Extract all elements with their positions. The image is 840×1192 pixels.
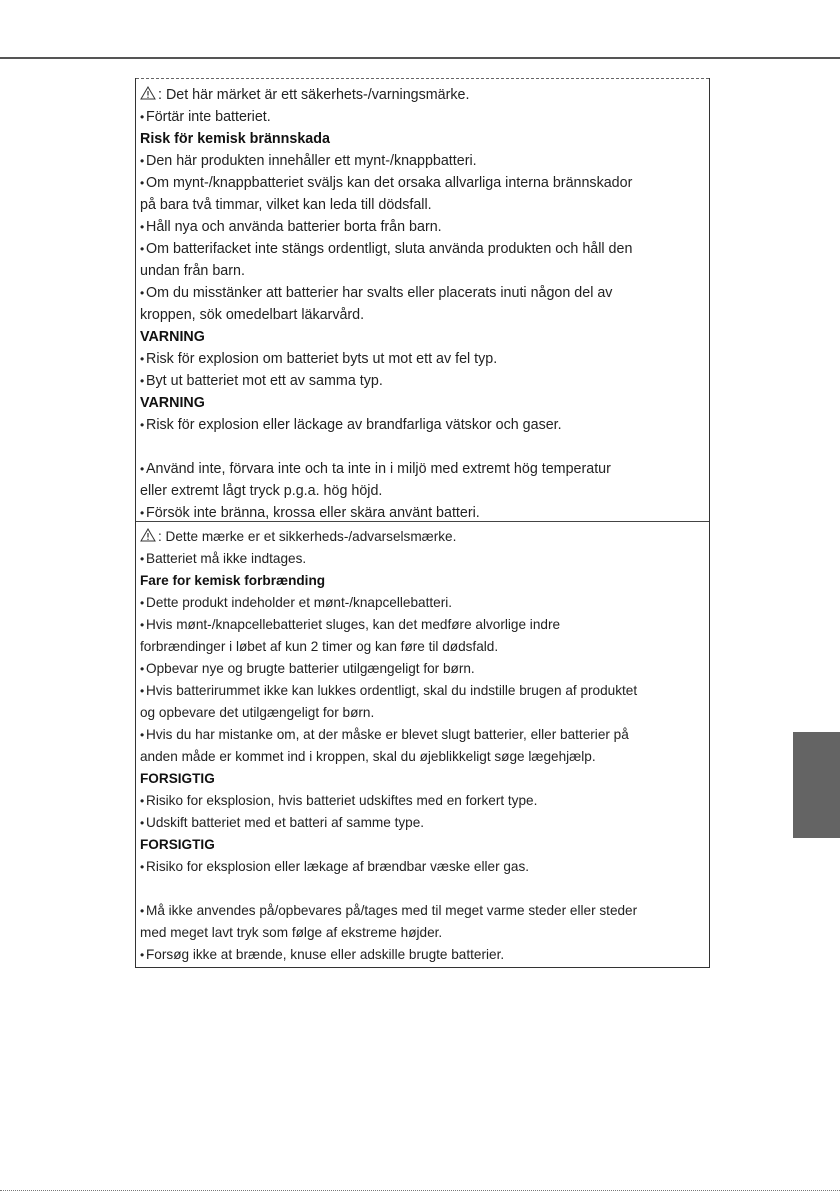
danish-chemical-burn-heading: Fare for kemisk forbrænding: [140, 573, 326, 588]
bullet-icon: •: [140, 110, 145, 124]
danish-compartment-line-1: • Hvis batterirummet ikke kan lukkes ordentligt, skal du indstille brugen af produktet: [140, 680, 706, 702]
spacer: [140, 436, 706, 458]
battery-warning-box: [135, 78, 710, 968]
danish-swallowed-line-2: forbrændinger i løbet af kun 2 timer og kan føre til dødsfald.: [140, 639, 499, 654]
swedish-explosion-leak: • Risk för explosion eller läckage av brandfarliga vätskor och gaser.: [140, 414, 706, 436]
danish-explosion-wrong-type: • Risiko for eksplosion, hvis batteriet udskiftes med en forkert type.: [140, 790, 706, 812]
bullet-icon: •: [140, 176, 145, 190]
bullet-icon: •: [140, 506, 145, 520]
bullet-icon: •: [140, 948, 145, 962]
swedish-replace-same: • Byt ut batteriet mot ett av samma typ.: [140, 370, 706, 392]
bullet-icon: •: [140, 462, 145, 476]
swedish-compartment-line-2: undan från barn.: [140, 263, 245, 279]
danish-warning-section: [140, 526, 706, 966]
swedish-swallowed-line-2: på bara två timmar, vilket kan leda till dödsfall.: [140, 197, 432, 213]
swedish-explosion-wrong-type: • Risk för explosion om batteriet byts ut mot ett av fel typ.: [140, 348, 706, 370]
bullet-icon: •: [140, 596, 145, 610]
danish-contains-battery: • Dette produkt indeholder et mønt-/knapcellebatteri.: [140, 592, 706, 614]
bullet-icon: •: [140, 662, 145, 676]
bullet-icon: •: [140, 374, 145, 388]
danish-caution-heading-1: FORSIGTIG: [140, 771, 215, 786]
danish-replace-same: • Udskift batteriet med et batteri af samme type.: [140, 812, 706, 834]
swedish-contains-battery: • Den här produkten innehåller ett mynt-/knappbatteri.: [140, 150, 706, 172]
danish-suspect-line-2: anden måde er kommet ind i kroppen, skal du øjeblikkeligt søge lægehjælp.: [140, 749, 596, 764]
swedish-symbol-note: : Det här märket är ett säkerhets-/varningsmärke.: [140, 84, 706, 106]
bullet-icon: •: [140, 352, 145, 366]
swedish-warning-heading-1: VARNING: [140, 329, 205, 345]
box-top-dashed-edge: [136, 78, 709, 79]
swedish-keep-away: • Håll nya och använda batterier borta från barn.: [140, 216, 706, 238]
danish-explosion-leak: • Risiko for eksplosion eller lækage af brændbar væske eller gas.: [140, 856, 706, 878]
swedish-extreme-line-2: eller extremt lågt tryck p.g.a. hög höjd.: [140, 483, 383, 499]
danish-extreme-line-2: med meget lavt tryk som følge af ekstreme højder.: [140, 925, 443, 940]
danish-do-not-swallow: • Batteriet må ikke indtages.: [140, 548, 706, 570]
swedish-do-not-swallow: • Förtär inte batteriet.: [140, 106, 706, 128]
danish-extreme-line-1: • Må ikke anvendes på/opbevares på/tages med til meget varme steder eller steder: [140, 900, 706, 922]
header-rule: [0, 57, 840, 59]
swedish-suspect-line-1: • Om du misstänker att batterier har svalts eller placerats inuti någon del av: [140, 282, 706, 304]
swedish-extreme-line-1: • Använd inte, förvara inte och ta inte in i miljö med extremt hög temperatur: [140, 458, 706, 480]
bullet-icon: •: [140, 552, 145, 566]
swedish-compartment-line-1: • Om batterifacket inte stängs ordentligt, sluta använda produkten och håll den: [140, 238, 706, 260]
bullet-icon: •: [140, 418, 145, 432]
danish-keep-away: • Opbevar nye og brugte batterier utilgængeligt for børn.: [140, 658, 706, 680]
danish-caution-heading-2: FORSIGTIG: [140, 837, 215, 852]
danish-no-burn: • Forsøg ikke at brænde, knuse eller adskille brugte batterier.: [140, 944, 706, 966]
bullet-icon: •: [140, 684, 145, 698]
bullet-icon: •: [140, 904, 145, 918]
bullet-icon: •: [140, 618, 145, 632]
spacer: [140, 878, 706, 900]
bullet-icon: •: [140, 154, 145, 168]
bullet-icon: •: [140, 816, 145, 830]
danish-symbol-note: : Dette mærke er et sikkerheds-/advarselsmærke.: [140, 526, 706, 548]
danish-suspect-line-1: • Hvis du har mistanke om, at der måske er blevet slugt batterier, eller batterier på: [140, 724, 706, 746]
swedish-warning-heading-2: VARNING: [140, 395, 205, 411]
bullet-icon: •: [140, 286, 145, 300]
warning-triangle-icon: [140, 528, 156, 542]
swedish-warning-section: [140, 84, 706, 524]
swedish-swallowed-line-1: • Om mynt-/knappbatteriet sväljs kan det orsaka allvarliga interna brännskador: [140, 172, 706, 194]
bullet-icon: •: [140, 860, 145, 874]
bullet-icon: •: [140, 728, 145, 742]
swedish-chemical-burn-heading: Risk för kemisk brännskada: [140, 131, 330, 147]
danish-compartment-line-2: og opbevare det utilgængeligt for børn.: [140, 705, 375, 720]
swedish-no-burn: • Försök inte bränna, krossa eller skära använt batteri.: [140, 502, 706, 524]
warning-triangle-icon: [140, 86, 156, 100]
language-section-tab: [793, 732, 840, 838]
bullet-icon: •: [140, 242, 145, 256]
section-divider: [136, 521, 709, 522]
bullet-icon: •: [140, 794, 145, 808]
danish-swallowed-line-1: • Hvis mønt-/knapcellebatteriet sluges, kan det medføre alvorlige indre: [140, 614, 706, 636]
bullet-icon: •: [140, 220, 145, 234]
swedish-suspect-line-2: kroppen, sök omedelbart läkarvård.: [140, 307, 365, 323]
